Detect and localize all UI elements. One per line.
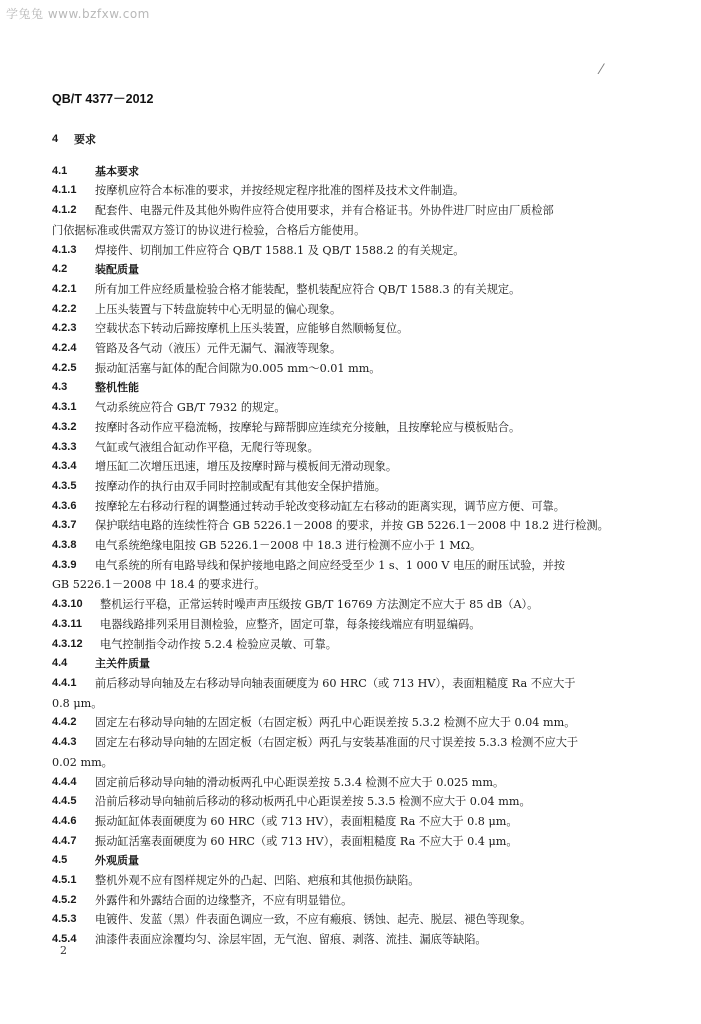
clause-4-2-5 [52,359,652,379]
clause-4-4-1-continuation: 0.8 μm。 [52,696,103,710]
clause-number: 4.3.5 [52,479,77,492]
clause-text: 管路及各气动（液压）元件无漏气、漏液等现象。 [95,342,342,356]
clause-4-5-3 [52,910,652,930]
section-number: 4.3 [52,381,68,394]
clause-text: 保护联结电路的连续性符合 GB 5226.1－2008 的要求，并按 GB 5226.1－2008 中 18.2 进行检测。 [95,519,609,533]
clause-number: 4.4.2 [52,716,77,729]
clause-4-5-4 [52,930,652,950]
clause-4-3-12 [52,635,652,655]
clause-4-1-2 [52,201,652,221]
section-number: 4.5 [52,854,68,867]
clause-text: 油漆件表面应涂覆均匀、涂层牢固，无气泡、留痕、剥落、流挂、漏底等缺陷。 [95,933,487,947]
clause-4-3-9-continuation: GB 5226.1－2008 中 18.4 的要求进行。 [52,578,266,592]
clause-text: 整机外观不应有图样规定外的凸起、凹陷、疤痕和其他损伤缺陷。 [95,874,420,888]
clause-number: 4.4.5 [52,795,77,808]
section-title: 主关件质量 [95,657,150,671]
clause-number: 4.4.7 [52,834,77,847]
section-4-2 [52,260,652,280]
section-4-1 [52,162,652,182]
clause-4-4-1 [52,674,652,694]
clause-number: 4.1.3 [52,243,77,256]
clause-number: 4.3.6 [52,499,77,512]
clause-number: 4.3.12 [52,637,83,650]
clause-number: 4.3.11 [52,617,82,630]
clause-4-3-9 [52,556,652,576]
clause-4-4-2 [52,713,652,733]
clause-number: 4.2.1 [52,282,77,295]
clause-text: 电气系统的所有电路导线和保护接地电路之间应经受至少 1 s、1 000 V 电压的耐压试验，并按 [95,558,565,572]
section-title: 整机性能 [95,381,139,395]
clause-4-3-6 [52,497,652,517]
clause-4-3-4 [52,457,652,477]
clause-text: 外露件和外露结合面的边缘整齐，不应有明显错位。 [95,893,353,907]
clause-number: 4.3.1 [52,401,77,414]
section-number: 4 [52,133,59,145]
clause-4-1-1 [52,181,652,201]
clause-text: 电气系统绝缘电阻按 GB 5226.1－2008 中 18.3 进行检测不应小于 1 MΩ。 [95,539,482,553]
clause-text: 电镀件、发蓝（黑）件表面色调应一致，不应有瘢痕、锈蚀、起壳、脱层、褪色等现象。 [95,913,532,927]
clause-4-4-3-continuation: 0.02 mm。 [52,755,113,769]
clause-text: 前后移动导向轴及左右移动导向轴表面硬度为 60 HRC（或 713 HV），表面粗糙度 Ra 不应大于 [95,676,576,690]
clause-number: 4.5.3 [52,913,77,926]
clause-4-4-5 [52,792,652,812]
clause-number: 4.2.5 [52,361,77,374]
page-number: 2 [60,944,67,957]
clause-4-4-7 [52,832,652,852]
clause-text: 空载状态下转动后蹄按摩机上压头装置，应能够自然顺畅复位。 [95,322,409,336]
section-title: 要求 [74,133,96,146]
clause-number: 4.5.4 [52,933,77,946]
clause-number: 4.3.3 [52,440,77,453]
watermark: 学兔兔 www.bzfxw.com [6,7,150,21]
clause-number: 4.2.2 [52,302,77,315]
clause-4-2-3 [52,319,652,339]
clause-text: 按摩动作的执行由双手同时控制或配有其他安全保护措施。 [95,479,386,493]
section-4-4 [52,654,652,674]
clause-text: 振动缸活塞表面硬度为 60 HRC（或 713 HV），表面粗糙度 Ra 不应大于 0.4 μm。 [95,834,518,848]
clause-text: 按摩轮左右移动行程的调整通过转动手轮改变移动缸左右移动的距离实现，调节应方便、可靠。 [95,499,565,513]
clause-text: 增压缸二次增压迅速，增压及按摩时蹄与模板间无滑动现象。 [95,460,398,474]
clause-4-1-3 [52,241,652,261]
clause-text: 整机运行平稳，正常运转时噪声声压级按 GB/T 16769 方法测定不应大于 85 dB（A）。 [100,598,539,612]
clause-4-5-2 [52,891,652,911]
clause-text: 配套件、电器元件及其他外购件应符合使用要求，并有合格证书。外协件进厂时应由厂质检部 [95,204,554,218]
clause-number: 4.3.4 [52,460,77,473]
section-number: 4.4 [52,657,68,670]
section-title: 基本要求 [95,164,139,178]
section-number: 4.2 [52,263,68,276]
clause-number: 4.2.4 [52,342,77,355]
standard-code-header: QB/T 4377－2012 [52,92,154,106]
clause-4-4-6 [52,812,652,832]
clause-number: 4.4.3 [52,736,77,749]
clause-text: 沿前后移动导向轴前后移动的移动板两孔中心距误差按 5.3.5 检测不应大于 0.04 mm。 [95,795,531,809]
section-4-3 [52,378,652,398]
clause-number: 4.1.2 [52,204,77,217]
clause-number: 4.5.1 [52,874,77,887]
clause-4-3-5 [52,477,652,497]
section-number: 4.1 [52,164,68,177]
clause-text: 振动缸缸体表面硬度为 60 HRC（或 713 HV），表面粗糙度 Ra 不应大于 0.8 μm。 [95,814,518,828]
clause-number: 4.4.4 [52,775,77,788]
clause-number: 4.1.1 [52,184,77,197]
clause-4-3-3 [52,438,652,458]
clause-number: 4.2.3 [52,322,77,335]
clause-4-2-1 [52,280,652,300]
clause-4-2-4 [52,339,652,359]
corner-mark: ⁄ [600,62,603,78]
clause-number: 4.3.10 [52,598,83,611]
clause-4-5-1 [52,871,652,891]
clause-number: 4.3.2 [52,420,77,433]
clause-text: 焊接件、切削加工件应符合 QB/T 1588.1 及 QB/T 1588.2 的有关规定。 [95,243,465,257]
clause-text: 电气控制指令动作按 5.2.4 检验应灵敏、可靠。 [100,637,337,651]
clause-text: 气动系统应符合 GB/T 7932 的规定。 [95,401,286,415]
clause-text: 气缸或气液组合缸动作平稳，无爬行等现象。 [95,440,319,454]
section-title: 外观质量 [95,854,139,868]
clause-4-3-1 [52,398,652,418]
clause-text: 固定左右移动导向轴的左固定板（右固定板）两孔中心距误差按 5.3.2 检测不应大于 0.04 mm。 [95,716,576,730]
section-title: 装配质量 [95,263,139,277]
clause-text: 固定左右移动导向轴的左固定板（右固定板）两孔与安装基准面的尺寸误差按 5.3.3 检测不应大于 [95,736,579,750]
clause-4-3-2 [52,418,652,438]
clause-number: 4.3.9 [52,558,77,571]
clause-text: 所有加工件应经质量检验合格才能装配，整机装配应符合 QB/T 1588.3 的有关规定。 [95,282,521,296]
clause-text: 上压头装置与下转盘旋转中心无明显的偏心现象。 [95,302,342,316]
clause-text: 电器线路排列采用目测检验，应整齐，固定可靠，每条接线端应有明显编码。 [100,617,481,631]
clause-4-3-10 [52,595,652,615]
clause-4-3-8 [52,536,652,556]
clause-4-1-2-continuation: 门依据标准或供需双方签订的协议进行检验，合格后方能使用。 [52,223,366,237]
clause-4-3-11 [52,615,652,635]
clause-4-2-2 [52,300,652,320]
clause-4-4-3 [52,733,652,753]
chapter-heading [52,130,652,150]
clause-text: 按摩时各动作应平稳流畅，按摩轮与蹄帮脚应连续充分接触，且按摩轮应与模板贴合。 [95,420,521,434]
clause-number: 4.4.6 [52,814,77,827]
section-4-5 [52,851,652,871]
clause-4-3-7 [52,516,652,536]
document-body [52,130,652,950]
clause-number: 4.3.7 [52,519,77,532]
clause-text: 振动缸活塞与缸体的配合间隙为0.005 mm～0.01 mm。 [95,361,381,375]
clause-number: 4.4.1 [52,676,77,689]
clause-4-4-4 [52,773,652,793]
clause-number: 4.3.8 [52,539,77,552]
clause-number: 4.5.2 [52,893,77,906]
clause-text: 固定前后移动导向轴的滑动板两孔中心距误差按 5.3.4 检测不应大于 0.025 mm。 [95,775,505,789]
clause-text: 按摩机应符合本标准的要求，并按经规定程序批准的图样及技术文件制造。 [95,184,465,198]
